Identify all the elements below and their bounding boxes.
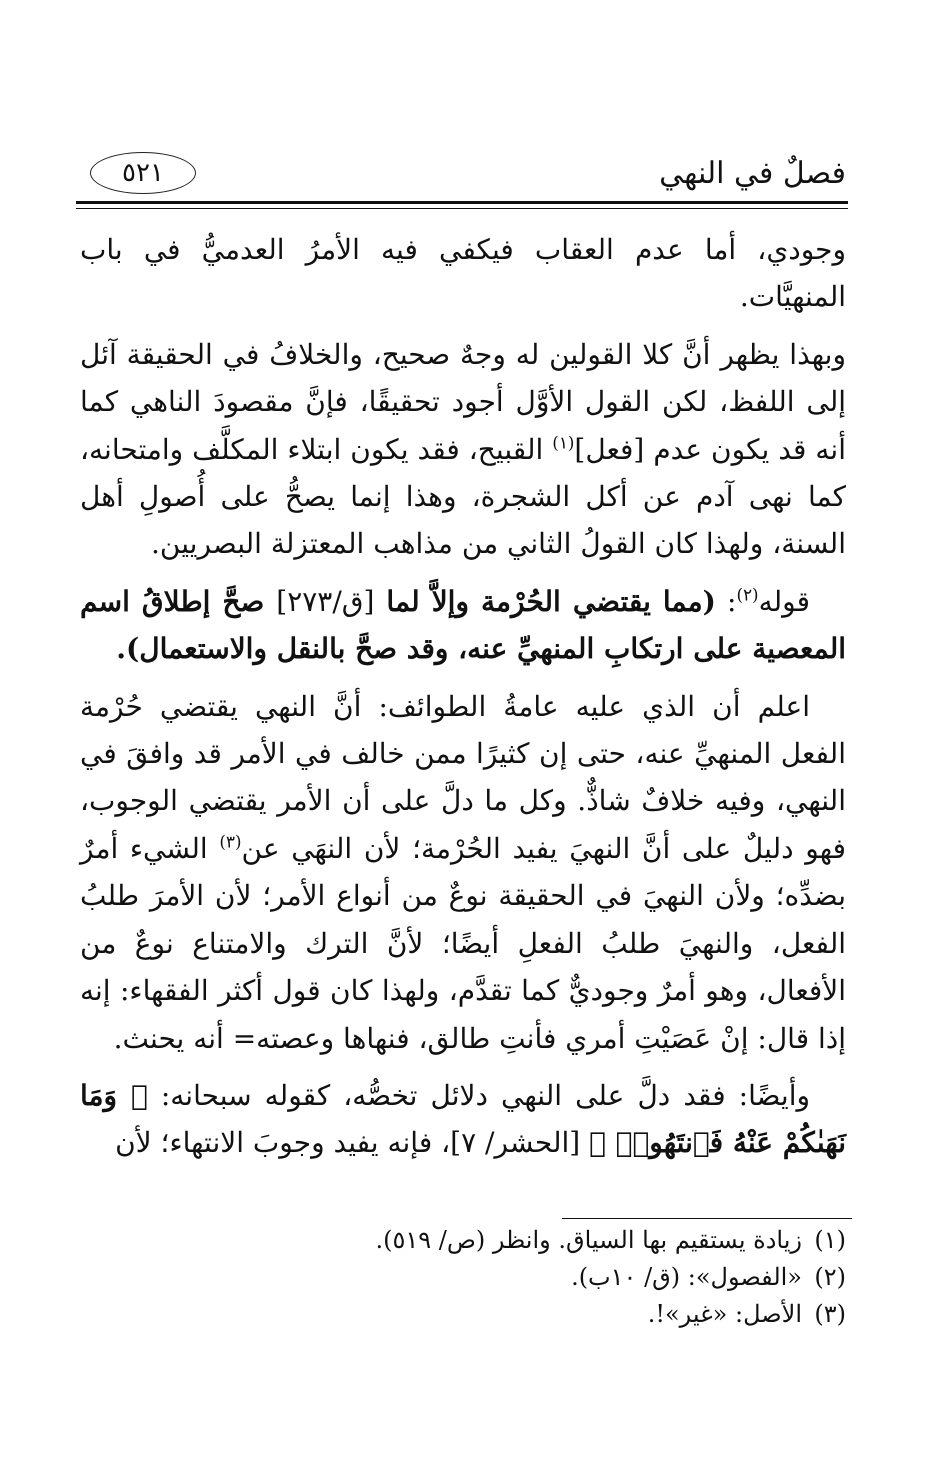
footnote-3: (٣)الأصل: «غير»!.: [647, 1300, 846, 1328]
paragraph-2: وبهذا يظهر أنَّ كلا القولين له وجهٌ صحيح، والخلافُ في الحقيقة آئل إلى اللفظ، لكن القول الأوَّل أجود تحقيقًا، فإنَّ مقصودَ الناهي كما أنه قد يكون عدم [فعل]$^{(١)}$ القبيح، فقد يكون ابتلاء المكلَّف وامتحانه، كما نهى آدم عن أكل الشجرة، وهذا إنما يصحُّ على أُصولِ أهل السنة، ولهذا كان القولُ الثاني من مذاهب المعتزلة البصريين.: [80, 337, 846, 561]
footnote-ref-2: (٢): [736, 584, 759, 605]
footnote-ref-1: (١): [552, 432, 575, 453]
page-number: ٥٢١: [90, 152, 196, 194]
footnote-1: (١)زيادة يستقيم بها السياق. وانظر (ص/ ٥١٩).: [375, 1226, 846, 1254]
paragraph-3-quote: قوله$^{(٢)}$: (مما يقتضي الحُرْمة وإلاَّ لما [ق/٢٧٣] صحَّ إطلاقُ اسم المعصية على ارتكابِ المنهيِّ عنه، وقد صحَّ بالنقل والاستعمال).: [80, 584, 846, 666]
quran-verse: ﴿ وَمَا نَهَىٰكُمْ عَنْهُ فَٱنتَهُوا۟ ﴾: [80, 1078, 846, 1160]
header-rule-thick: [76, 201, 848, 204]
paragraph-4: اعلم أن الذي عليه عامةُ الطوائف: أنَّ النهي يقتضي حُرْمة الفعل المنهيِّ عنه، حتى إن كثيرًا ممن خالف في الأمر قد وافقَ في النهي، وفيه خلافٌ شاذٌّ. وكل ما دلَّ على أن الأمر يقتضي الوجوب، فهو دليلٌ على أنَّ النهيَ يفيد الحُرْمة؛ لأن النهَي عن$^{(٣)}$ الشيء أمرٌ بضدِّه؛ ولأن النهيَ في الحقيقة نوعٌ من أنواع الأمر؛ لأن الأمرَ طلبُ الفعل، والنهيَ طلبُ الفعلِ أيضًا؛ لأنَّ الترك والامتناع نوعٌ من الأفعال، وهو أمرٌ وجوديٌّ كما تقدَّم، ولهذا كان قول أكثر الفقهاء: إنه إذا قال: إنْ عَصَيْتِ أمري فأنتِ طالق، فنهاها وعصته= أنه يحنث.: [80, 689, 847, 1055]
verse-ref: [الحشر/ ٧]: [450, 1126, 590, 1160]
footnote-ref-3: (٣): [219, 831, 242, 852]
page-header: [76, 150, 846, 206]
paragraph-5: وأيضًا: فقد دلَّ على النهي دلائل تخصُّه، كقوله سبحانه: ﴿ وَمَا نَهَىٰكُمْ عَنْهُ فَٱنتَهُوا۟ ﴾ [الحشر/ ٧]، فإنه يفيد وجوبَ الانتهاء؛ لأن: [80, 1078, 846, 1160]
footnote-2: (٢)«الفصول»: (ق/ ١٠ب).: [571, 1263, 846, 1291]
footnotes: [300, 1222, 846, 1333]
manuscript-ref: [ق/٢٧٣]: [276, 584, 375, 618]
main-text: [80, 226, 846, 1177]
footnote-separator: [562, 1218, 852, 1219]
header-rule-thin: [76, 208, 848, 209]
running-title: فصلٌ في النهي: [659, 156, 846, 191]
paragraph-1: وجودي، أما عدم العقاب فيكفي فيه الأمرُ العدميُّ في باب المنهيَّات.: [80, 233, 846, 314]
